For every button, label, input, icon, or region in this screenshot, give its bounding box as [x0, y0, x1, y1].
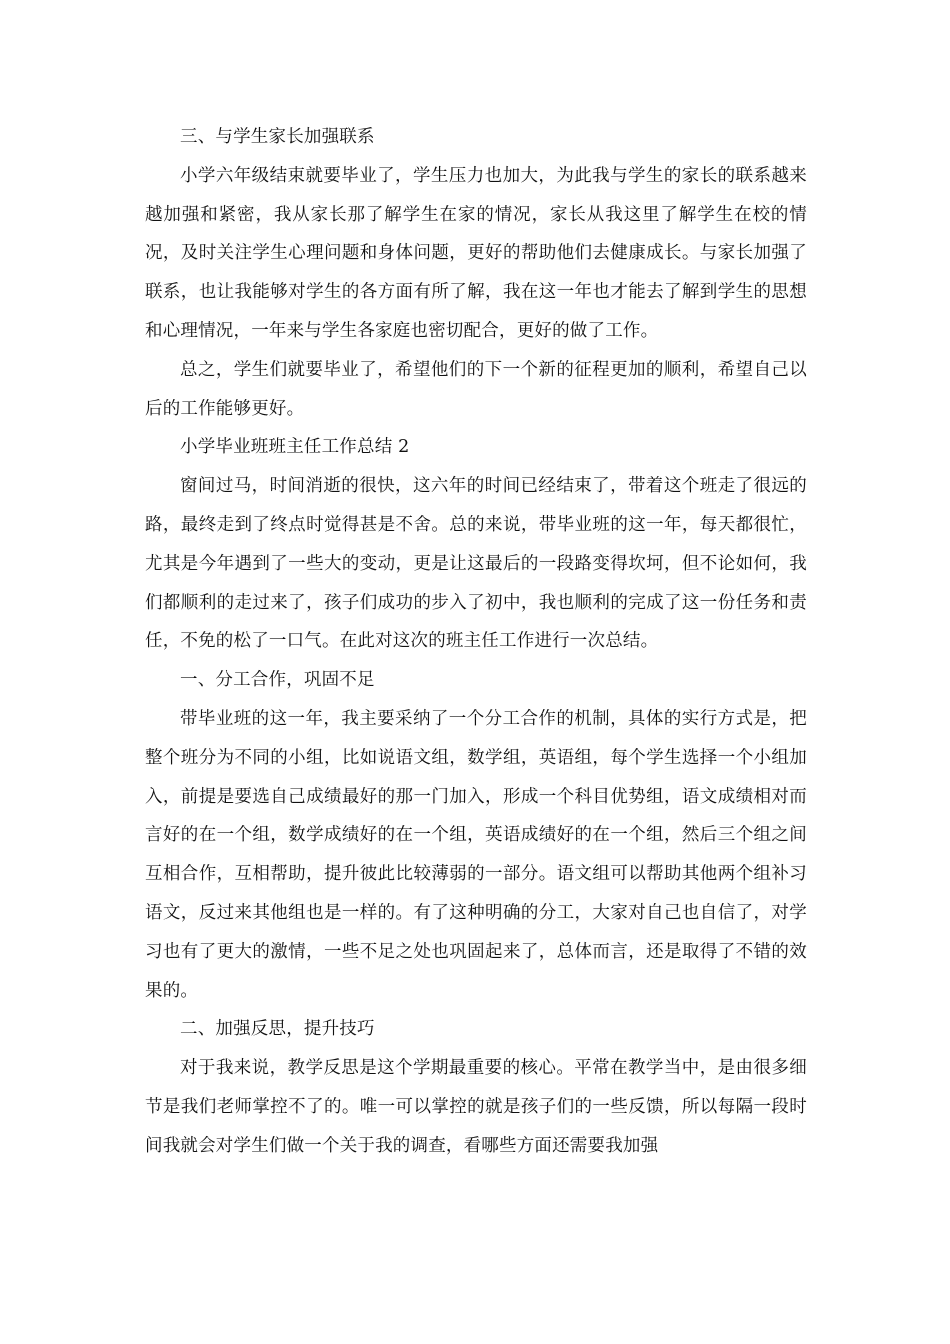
section-heading-reflection: 二、加强反思，提升技巧: [180, 1019, 375, 1040]
paragraph-conclusion: 总之，学生们就要毕业了，希望他们的下一个新的征程更加的顺利，希望自己以后的工作能够更好。: [145, 359, 807, 419]
paragraph-parent-contact: 小学六年级结束就要毕业了，学生压力也加大，为此我与学生的家长的联系越来越加强和紧密，我从家长那了解学生在家的情况，家长从我这里了解学生在校的情况，及时关注学生心理问题和身体问题，更好的帮助他们去健康成长。与家长加强了联系，也让我能够对学生的各方面有所了解，我在这一年也才能去了解到学生的思想和心理情况，一年来与学生各家庭也密切配合，更好的做了工作。: [145, 165, 807, 341]
section-heading-division-of-labor: 一、分工合作，巩固不足: [180, 670, 375, 691]
paragraph-reflection: 对于我来说，教学反思是这个学期最重要的核心。平常在教学当中，是由很多细节是我们老师掌控不了的。唯一可以掌控的就是孩子们的一些反馈，所以每隔一段时间我就会对学生们做一个关于我的调查，看哪些方面还需要我加强: [145, 1058, 807, 1156]
paragraph-intro-summary-2: 窗间过马，时间消逝的很快，这六年的时间已经结束了，带着这个班走了很远的路，最终走到了终点时觉得甚是不舍。总的来说，带毕业班的这一年，每天都很忙，尤其是今年遇到了一些大的变动，更是让这最后的一段路变得坎坷，但不论如何，我们都顺利的走过来了，孩子们成功的步入了初中，我也顺利的完成了这一份任务和责任，不免的松了一口气。在此对这次的班主任工作进行一次总结。: [145, 476, 807, 652]
paragraph-division-of-labor: 带毕业班的这一年，我主要采纳了一个分工合作的机制，具体的实行方式是，把整个班分为不同的小组，比如说语文组，数学组，英语组，每个学生选择一个小组加入，前提是要选自己成绩最好的那一门加入，形成一个科目优势组，语文成绩相对而言好的在一个组，数学成绩好的在一个组，英语成绩好的在一个组，然后三个组之间互相合作，互相帮助，提升彼此比较薄弱的一部分。语文组可以帮助其他两个组补习语文，反过来其他组也是一样的。有了这种明确的分工，大家对自己也自信了，对学习也有了更大的激情，一些不足之处也巩固起来了，总体而言，还是取得了不错的效果的。: [145, 708, 807, 1001]
section-heading-parent-contact: 三、与学生家长加强联系: [180, 127, 375, 147]
document-body: [145, 118, 807, 1166]
document-title-summary-2: 小学毕业班班主任工作总结 2: [180, 437, 410, 458]
